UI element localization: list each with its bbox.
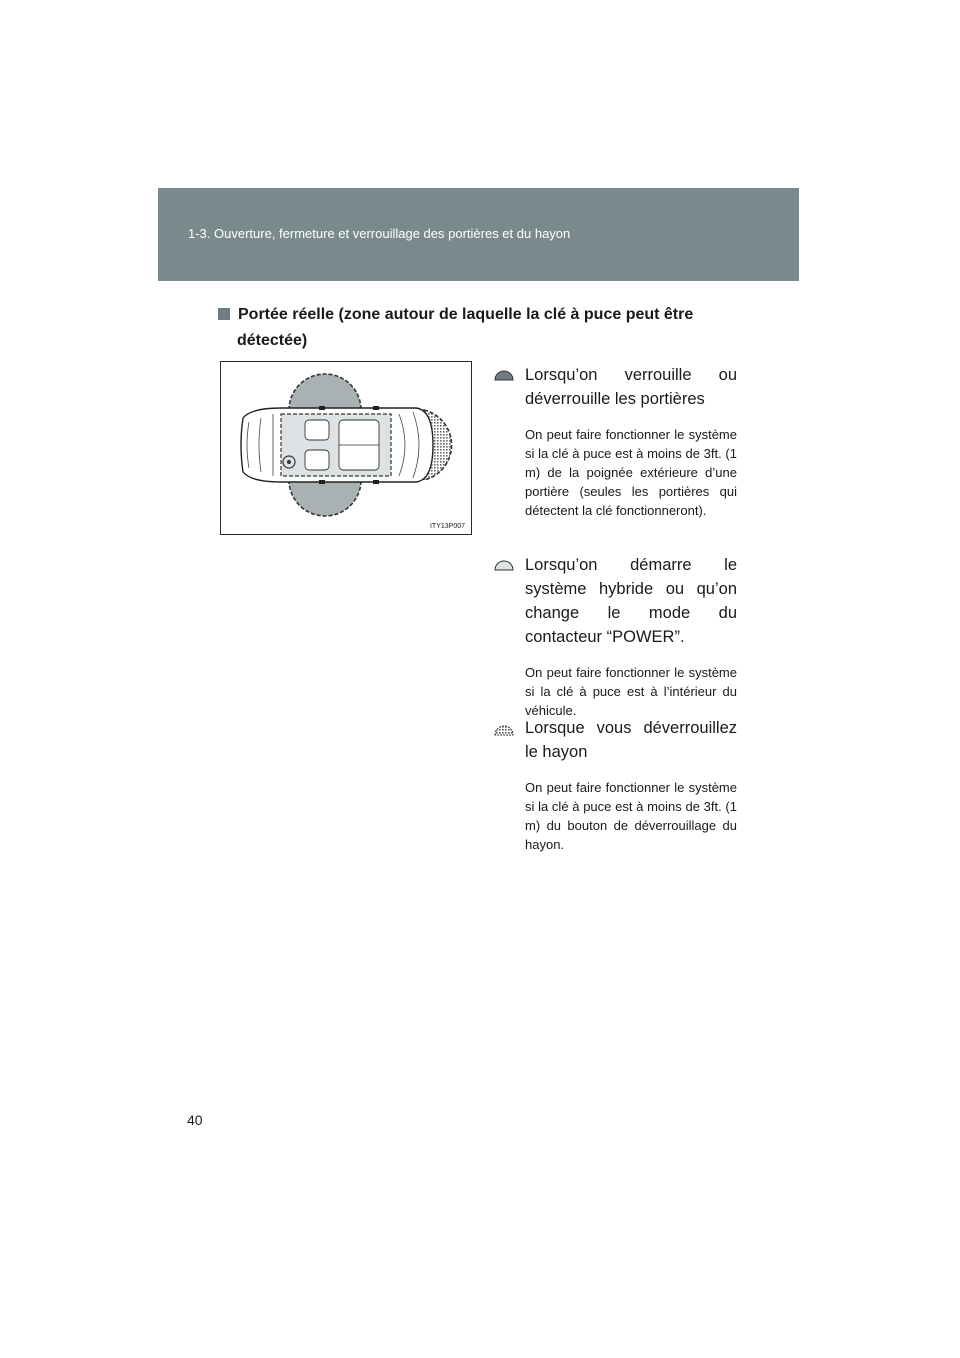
legend-description: On peut faire fonctionner le système si la clé à puce est à l’intérieur du véhicule. (525, 665, 737, 718)
legend-item-hatch (493, 716, 743, 854)
legend-item-start (493, 553, 743, 720)
hatched-zone-icon (493, 720, 515, 736)
door-zone-top (289, 374, 361, 410)
door-zone-bottom (289, 480, 361, 516)
legend-description: On peut faire fonctionner le système si la clé à puce est à moins de 3ft. (1 m) de la poignée extérieure d’une portière (seules les portières qui détectent la clé fonctionneront). (525, 427, 737, 518)
legend-title: Lorsqu’on démarre le système hybride ou qu’on change le mode du contacteur “POWER”. (525, 556, 737, 646)
legend-title: Lorsqu’on verrouille ou déverrouille les portières (525, 366, 737, 408)
figure-code: ITY13P007 (429, 523, 465, 530)
light-zone-icon (493, 557, 515, 571)
chapter-header (158, 188, 799, 281)
legend-item-lock (493, 363, 743, 520)
section-heading-line2: détectée) (237, 332, 308, 349)
square-bullet-icon (218, 308, 230, 320)
legend-title: Lorsque vous déverrouillez le hayon (525, 719, 737, 761)
car-detection-range-figure (220, 361, 472, 535)
legend-description: On peut faire fonctionner le système si la clé à puce est à moins de 3ft. (1 m) du bouton de déverrouillage du hayon. (525, 780, 737, 852)
section-heading-line1: Portée réelle (zone autour de laquelle la clé à puce peut être (238, 306, 694, 323)
solid-zone-icon (493, 367, 515, 381)
chapter-title: 1-3. Ouverture, fermeture et verrouillage des portières et du hayon (188, 226, 571, 241)
car-diagram (221, 362, 473, 536)
section-heading (218, 302, 738, 354)
page-number: 40 (187, 1112, 203, 1128)
